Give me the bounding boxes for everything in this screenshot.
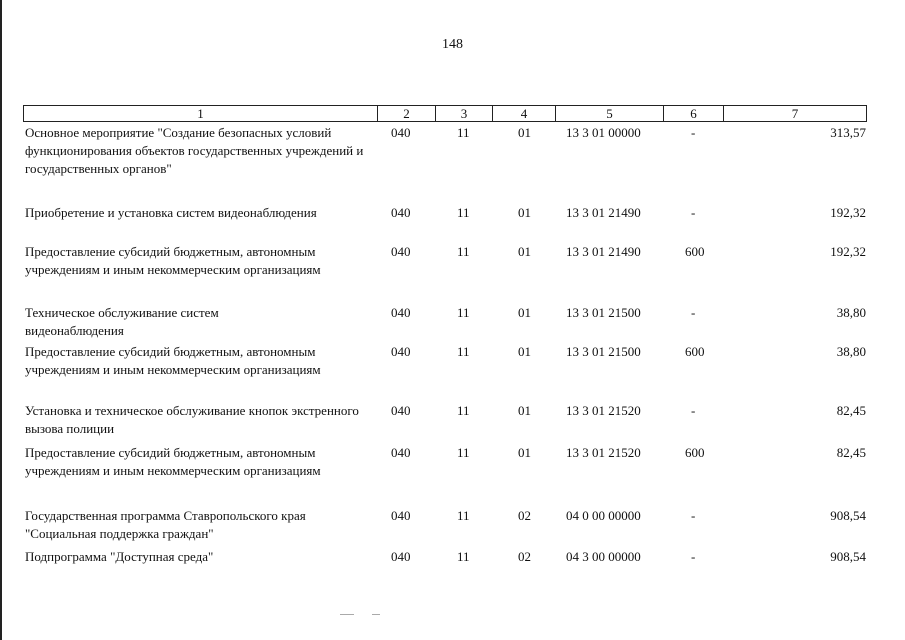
row-name: Предоставление субсидий бюджетным, автономным учреждениям и иным некоммерческим организациям: [25, 344, 321, 377]
row-code-6: 600: [685, 445, 705, 460]
row-code-5: 13 3 01 21500: [566, 344, 641, 359]
row-code-3: 11: [457, 445, 470, 460]
row-code-5: 04 3 00 00000: [566, 549, 641, 564]
row-code-6: 600: [685, 344, 705, 359]
row-code-4: 02: [518, 508, 531, 523]
row-code-2: 040: [391, 205, 411, 220]
row-code-3: 11: [457, 244, 470, 259]
row-name: Техническое обслуживание систем видеонаблюдения: [25, 305, 219, 338]
row-code-4: 02: [518, 549, 531, 564]
column-header-6: 6: [664, 106, 724, 121]
table-header: [23, 105, 867, 122]
row-amount: 908,54: [830, 549, 866, 564]
scan-mark: [340, 614, 354, 615]
row-code-6: -: [691, 549, 696, 564]
row-code-3: 11: [457, 205, 470, 220]
row-code-4: 01: [518, 125, 531, 140]
column-header-1: 1: [24, 106, 378, 121]
row-code-3: 11: [457, 403, 470, 418]
row-code-2: 040: [391, 549, 411, 564]
row-code-3: 11: [457, 344, 470, 359]
row-code-2: 040: [391, 508, 411, 523]
row-code-2: 040: [391, 244, 411, 259]
row-code-4: 01: [518, 403, 531, 418]
row-code-4: 01: [518, 445, 531, 460]
row-code-5: 13 3 01 00000: [566, 125, 641, 140]
row-code-3: 11: [457, 549, 470, 564]
row-code-5: 04 0 00 00000: [566, 508, 641, 523]
row-code-2: 040: [391, 403, 411, 418]
row-code-5: 13 3 01 21490: [566, 244, 641, 259]
row-code-5: 13 3 01 21500: [566, 305, 641, 320]
column-header-7: 7: [791, 106, 799, 121]
row-name: Предоставление субсидий бюджетным, автономным учреждениям и иным некоммерческим организациям: [25, 244, 321, 277]
scan-mark: [372, 614, 380, 615]
row-code-4: 01: [518, 244, 531, 259]
row-code-4: 01: [518, 205, 531, 220]
row-name: Основное мероприятие "Создание безопасных условий функционирования объектов государственных учреждений и государственных органов": [25, 125, 364, 176]
row-code-6: -: [691, 508, 696, 523]
row-amount: 313,57: [830, 125, 866, 140]
row-amount: 38,80: [836, 344, 866, 359]
column-header-3: 3: [436, 106, 493, 121]
row-amount: 192,32: [830, 205, 866, 220]
column-header-4: 4: [493, 106, 556, 121]
row-code-6: -: [691, 403, 696, 418]
row-name: Предоставление субсидий бюджетным, автономным учреждениям и иным некоммерческим организациям: [25, 445, 321, 478]
row-code-3: 11: [457, 305, 470, 320]
row-code-3: 11: [457, 125, 470, 140]
row-code-6: -: [691, 125, 696, 140]
row-name: Приобретение и установка систем видеонаблюдения: [25, 205, 317, 220]
row-code-3: 11: [457, 508, 470, 523]
row-amount: 192,32: [830, 244, 866, 259]
row-code-6: -: [691, 205, 696, 220]
row-amount: 908,54: [830, 508, 866, 523]
row-amount: 82,45: [836, 403, 866, 418]
page-number: 148: [442, 37, 463, 52]
row-code-4: 01: [518, 344, 531, 359]
column-header-5: 5: [556, 106, 664, 121]
row-code-5: 13 3 01 21520: [566, 445, 641, 460]
row-code-2: 040: [391, 305, 411, 320]
column-header-2: 2: [378, 106, 436, 121]
row-code-2: 040: [391, 125, 411, 140]
row-code-4: 01: [518, 305, 531, 320]
row-amount: 38,80: [836, 305, 866, 320]
row-code-2: 040: [391, 445, 411, 460]
row-code-5: 13 3 01 21520: [566, 403, 641, 418]
row-name: Установка и техническое обслуживание кнопок экстренного вызова полиции: [25, 403, 359, 436]
row-name: Подпрограмма "Доступная среда": [25, 549, 214, 564]
row-code-5: 13 3 01 21490: [566, 205, 641, 220]
row-name: Государственная программа Ставропольского края "Социальная поддержка граждан": [25, 508, 306, 541]
row-code-2: 040: [391, 344, 411, 359]
row-code-6: -: [691, 305, 696, 320]
page-left-border: [0, 0, 2, 640]
row-code-6: 600: [685, 244, 705, 259]
row-amount: 82,45: [836, 445, 866, 460]
